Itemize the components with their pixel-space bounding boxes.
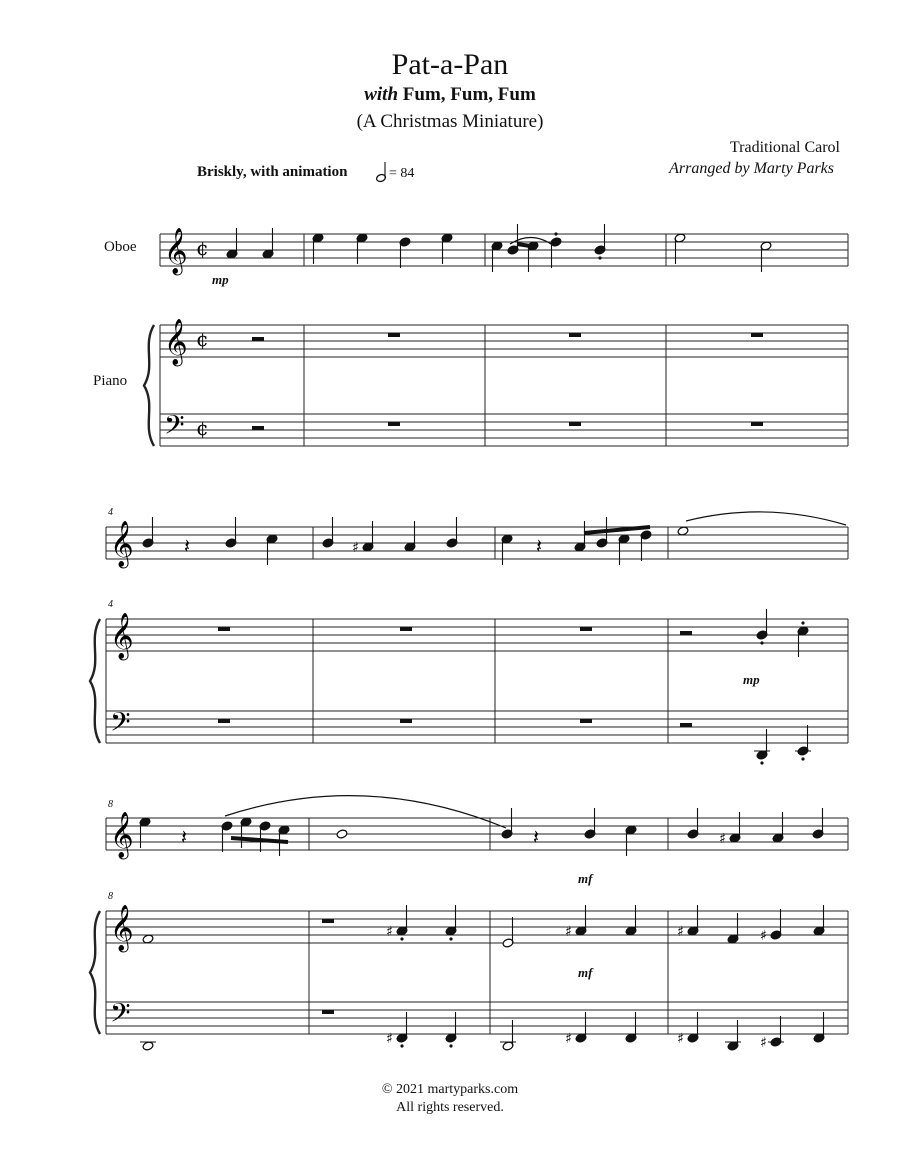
page-title: Pat-a-Pan [391,48,509,81]
bass-clef-icon: 𝄢 [164,409,185,447]
dynamic-mark: mf [578,965,593,980]
measure-number: 8 [108,799,113,810]
staccato-dot [801,757,804,760]
slur [686,512,846,525]
staccato-dot [598,256,601,259]
subtitle-rest: Fum, Fum, Fum [398,84,536,105]
cut-time-icon: ¢ [196,327,209,351]
staccato-dot [400,1044,403,1047]
whole-rest-icon [400,719,412,723]
staff-lines [90,228,848,1035]
subtitle-with: with [364,84,399,105]
bass-clef-icon: 𝄢 [110,706,131,744]
treble-clef-icon: 𝄞 [164,228,188,274]
sharp-icon: ♯ [677,924,684,940]
subtitle-miniature: (A Christmas Miniature) [356,111,544,132]
quarter-rest-icon: 𝄽 [533,825,540,849]
treble-clef-icon: 𝄞 [110,613,134,659]
whole-rest-icon [218,719,230,723]
whole-rest-icon [322,1010,334,1014]
treble-clef-icon: 𝄞 [110,812,134,858]
half-rest-icon [680,723,692,727]
treble-clef-icon: 𝄞 [110,521,134,567]
sharp-icon: ♯ [677,1031,684,1047]
sharp-icon: ♯ [386,924,393,940]
sharp-icon: ♯ [386,1031,393,1047]
cut-time-icon: ¢ [196,236,209,260]
notes [139,162,846,1051]
whole-rest-icon [569,422,581,426]
whole-rest-icon [218,627,230,631]
measure-number: 8 [108,891,113,902]
half-rest-icon [252,337,264,341]
treble-clef-icon: 𝄞 [110,905,134,951]
whole-rest-icon [580,627,592,631]
sharp-icon: ♯ [719,831,726,847]
whole-rest-icon [569,333,581,337]
bass-clef-icon: 𝄢 [110,997,131,1035]
staccato-dot [449,1044,452,1047]
staccato-dot [400,937,403,940]
staccato-dot [554,232,557,235]
brace [90,619,100,743]
whole-rest-icon [388,333,400,337]
half-rest-icon [252,426,264,430]
instrument-label-oboe: Oboe [104,239,137,255]
whole-rest-icon [751,422,763,426]
staccato-dot [449,937,452,940]
rights-notice: All rights reserved. [396,1100,504,1115]
dynamic-mark: mf [578,871,593,886]
brace [90,911,100,1034]
cut-time-icon: ¢ [196,416,209,440]
whole-rest-icon [322,919,334,923]
tempo-value: = 84 [389,166,415,181]
whole-rest-icon [580,719,592,723]
whole-rest-icon [388,422,400,426]
half-rest-icon [680,631,692,635]
staccato-dot [760,761,763,764]
composer-credit: Traditional Carol [729,139,840,156]
measure-number: 4 [108,507,113,518]
tempo-marking: Briskly, with animation [197,164,348,180]
whole-rest-icon [751,333,763,337]
dynamic-mark: mp [212,272,229,287]
beam [584,527,650,533]
sharp-icon: ♯ [760,928,767,944]
quarter-rest-icon: 𝄽 [184,534,191,558]
measure-number: 4 [108,599,113,610]
sharp-icon: ♯ [760,1035,767,1051]
brace [144,325,154,446]
treble-clef-icon: 𝄞 [164,319,188,365]
sharp-icon: ♯ [565,924,572,940]
arranger-credit: Arranged by Marty Parks [669,160,834,177]
staccato-dot [801,621,804,624]
sharp-icon: ♯ [352,540,359,556]
whole-rest-icon [400,627,412,631]
dynamic-mark: mp [743,672,760,687]
staccato-dot [760,641,763,644]
sharp-icon: ♯ [565,1031,572,1047]
notehead [336,829,348,839]
instrument-label-piano: Piano [93,373,128,389]
quarter-rest-icon: 𝄽 [536,534,543,558]
copyright-notice: © 2021 martyparks.com [381,1082,519,1097]
quarter-rest-icon: 𝄽 [181,825,188,849]
